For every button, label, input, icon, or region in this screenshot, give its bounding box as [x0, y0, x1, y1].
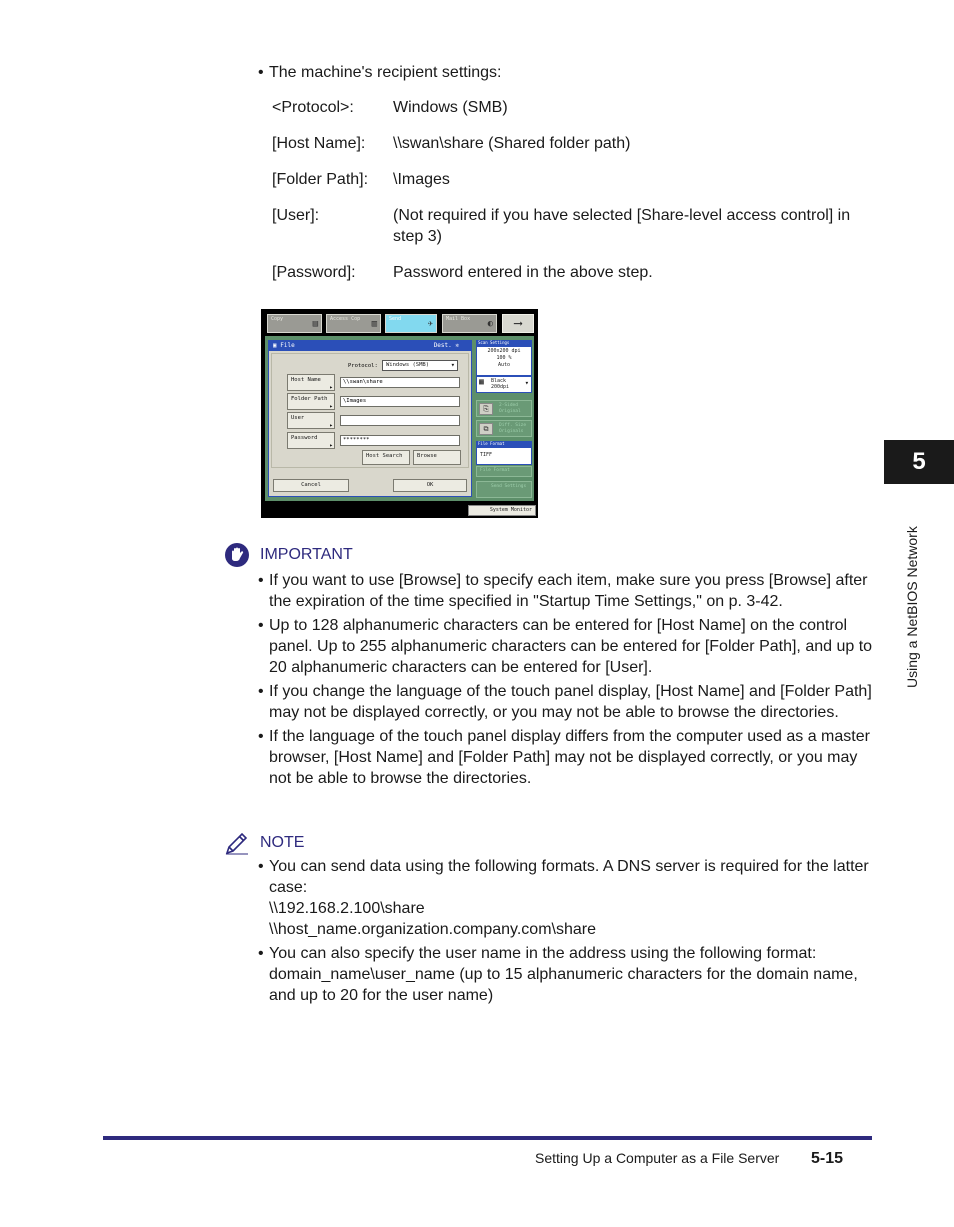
folder-icon: ▣: [273, 342, 281, 349]
arrow-right-icon[interactable]: ⟶: [502, 314, 534, 333]
tab-access-copy[interactable]: Access Cop ▥: [326, 314, 381, 333]
setting-row-protocol: <Protocol>: Windows (SMB): [272, 99, 508, 116]
folder-path-input[interactable]: \Images: [340, 396, 460, 407]
color-mode-select[interactable]: ▦ Black 200dpi ▾: [476, 376, 532, 393]
cancel-button[interactable]: Cancel: [273, 479, 349, 492]
scan-settings-box[interactable]: [476, 346, 532, 376]
screen-body: [265, 336, 534, 501]
document-icon: ▦: [479, 377, 484, 386]
system-monitor-button[interactable]: System Monitor: [468, 505, 536, 516]
setting-row-user: [User]: (Not required if you have selected [Share-level access control] in step 3): [272, 207, 851, 245]
diff-size-originals-button[interactable]: ⧉ Diff. Size Originals: [476, 420, 532, 437]
pencil-icon: [224, 830, 250, 856]
scan-size: Auto: [497, 362, 511, 368]
footer-section-title: Setting Up a Computer as a File Server: [535, 1150, 780, 1166]
diff-size-icon: ⧉: [479, 423, 493, 435]
send-icon: ✈: [427, 319, 433, 329]
list-item: • If the language of the touch panel display differs from the computer used as a master browser, [Host Name] and [Folder Path] may not be displayed correctly, or you may not be able to browse the directories.: [258, 728, 870, 787]
password-button[interactable]: Password ▸: [287, 432, 335, 449]
two-sided-original-button[interactable]: ⎘ 2-Sided Original: [476, 400, 532, 417]
dropdown-arrow-icon: ▾: [524, 379, 529, 387]
host-search-button[interactable]: Host Search: [362, 450, 410, 465]
scan-resolution: 200x200 dpi: [487, 348, 521, 354]
file-dialog: [268, 340, 472, 497]
scan-settings-panel: [476, 340, 532, 489]
bullet: •: [258, 64, 264, 81]
host-name-input[interactable]: \\swan\share: [340, 377, 460, 388]
file-format-title: File Format: [476, 441, 532, 447]
protocol-label: Protocol:: [348, 363, 378, 369]
function-tab-bar: [265, 313, 534, 335]
access-copy-icon: ▥: [371, 319, 377, 329]
ok-button[interactable]: OK: [393, 479, 467, 492]
scan-settings-title: Scan Settings: [476, 340, 532, 346]
important-title: IMPORTANT: [260, 546, 353, 563]
dialog-title: File: [280, 342, 295, 349]
setting-row-folder-path: [Folder Path]: \Images: [272, 171, 450, 188]
note-list: [258, 856, 874, 1009]
dropdown-arrow-icon: ▾: [450, 361, 455, 369]
list-item: • You can also specify the user name in the address using the following format: domain_name\user_name (up to 15 alphanumeric characters for the domain name, and up to 20 for the user name): [258, 945, 858, 1004]
mail-box-icon: ◐: [487, 319, 493, 329]
user-input[interactable]: [340, 415, 460, 426]
chapter-tab: 5: [884, 440, 954, 484]
dialog-content: [271, 353, 469, 468]
stop-hand-icon: [224, 542, 250, 568]
folder-path-button[interactable]: Folder Path ▸: [287, 393, 335, 410]
footer-rule: [103, 1136, 872, 1140]
file-format-button[interactable]: File Format: [476, 466, 532, 477]
file-format-value: TIFF: [476, 447, 532, 465]
settings-list: [272, 97, 882, 283]
note-title: NOTE: [260, 834, 305, 851]
list-item: • You can send data using the following formats. A DNS server is required for the latter case: \\192.168.2.100\share \\host_name.organization.company.com\share: [258, 858, 869, 938]
tab-copy[interactable]: Copy ▤: [267, 314, 322, 333]
chapter-title-vertical: Using a NetBIOS Network: [904, 526, 920, 688]
example-address-ip: \\192.168.2.100\share: [269, 900, 425, 917]
copy-icon: ▤: [312, 319, 318, 329]
important-list: [258, 570, 874, 792]
intro-text: The machine's recipient settings:: [269, 64, 502, 81]
browse-button[interactable]: Browse: [413, 450, 461, 465]
tab-mail-box[interactable]: Mail Box ◐: [442, 314, 497, 333]
setting-row-password: [Password]: Password entered in the above step.: [272, 264, 653, 281]
scan-zoom: 100 %: [496, 355, 512, 361]
list-item: • If you want to use [Browse] to specify each item, make sure you press [Browse] after the expiration of the time specified in "Startup Time Settings," on p. 3-42.: [258, 572, 868, 610]
note-heading: [224, 830, 304, 856]
two-sided-icon: ⎘: [479, 403, 493, 415]
important-heading: [224, 542, 353, 568]
intro-line: [258, 64, 502, 82]
password-input[interactable]: ********: [340, 435, 460, 446]
star-icon: ✲: [455, 342, 459, 349]
dialog-title-bar: [269, 341, 471, 351]
tab-send[interactable]: Send ✈: [385, 314, 437, 333]
protocol-select[interactable]: Windows (SMB) ▾: [382, 360, 458, 371]
example-address-fqdn: \\host_name.organization.company.com\share: [269, 921, 596, 938]
list-item: • If you change the language of the touch panel display, [Host Name] and [Folder Path] may not be displayed correctly, or you may not be able to browse the directories.: [258, 683, 872, 721]
dest-label: Dest.: [433, 342, 452, 349]
host-name-button[interactable]: Host Name ▸: [287, 374, 335, 391]
user-button[interactable]: User ▸: [287, 412, 335, 429]
touch-panel-screenshot: [261, 309, 538, 518]
setting-row-host-name: [Host Name]: \\swan\share (Shared folder path): [272, 135, 631, 152]
send-settings-button[interactable]: Send Settings: [476, 481, 532, 498]
page-number: 5-15: [811, 1150, 844, 1167]
list-item: • Up to 128 alphanumeric characters can be entered for [Host Name] on the control panel. Up to 255 alphanumeric characters can be entered for [Folder Path], and up to 20 alphanumeric characters can be entered for [User].: [258, 617, 873, 676]
